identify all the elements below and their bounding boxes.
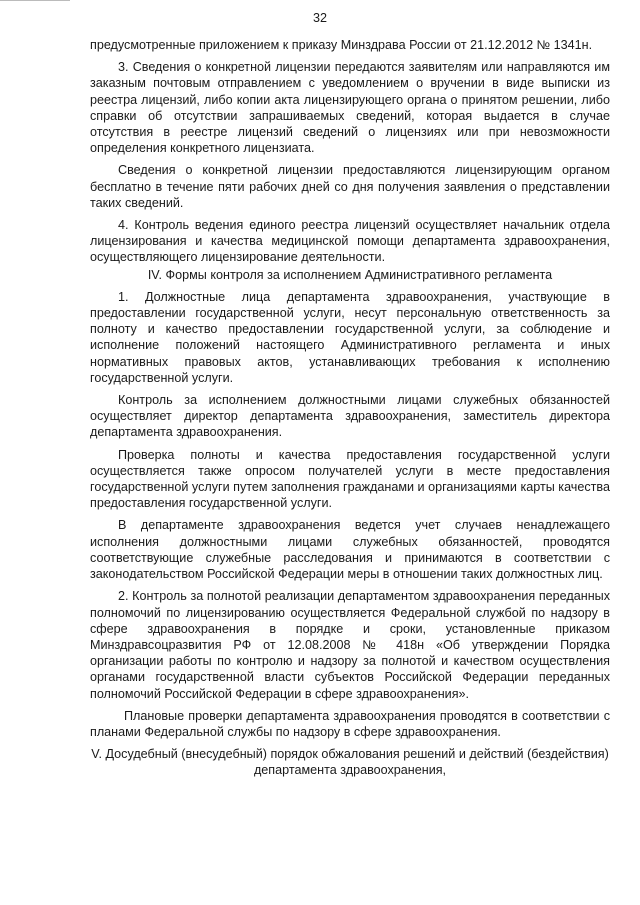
paragraph-license-info-free: Сведения о конкретной лицензии предоставляются лицензирующим органом бесплатно в течение пяти рабочих дней со дня получения заявления о представлении таких сведений.: [90, 163, 610, 210]
paragraph-violations-record: В департаменте здравоохранения ведется учет случаев ненадлежащего исполнения должностными лицами служебных обязанностей, проводятся соответствующие служебные расследования и принимаются в соответствии с законодательством Российской Федерации меры в отношении таких должностных лиц.: [90, 518, 610, 582]
paragraph-planned-inspections: Плановые проверки департамента здравоохранения проводятся в соответствии с планами Федеральной службы по надзору в сфере здравоохранения.: [90, 708, 610, 739]
paragraph-control-item-1: 1. Должностные лица департамента здравоохранения, участвующие в предоставлении государственной услуги, несут персональную ответственность за полноту и качество предоставлении государственной услуги, за соблюдение и исполнение положений настоящего Административного регламента и иных нормативных правовых актов, устанавливающих требования к исполнению государственной услуги.: [90, 289, 610, 385]
scan-edge-mark: [0, 0, 70, 4]
paragraph-control-officials: Контроль за исполнением должностными лицами служебных обязанностей осуществляет директор департамента здравоохранения, заместитель директора департамента здравоохранения.: [90, 393, 610, 440]
paragraph-item-3: 3. Сведения о конкретной лицензии передаются заявителям или направляются им заказным почтовым отправлением с уведомлением о вручении в виде выписки из реестра лицензий, либо копии акта лицензирующего органа о принятом решении, либо справки об отсутствии запрашиваемых сведений, которая выдается в случае отсутствия в реестре лицензий сведений о лицензиях или при невозможности определения конкретного лицензиата.: [90, 60, 610, 156]
paragraph-quality-check: Проверка полноты и качества предоставления государственной услуги осуществляется также опросом получателей услуги в месте предоставления государственной услуги путем заполнения гражданами и организациями карты качества предоставления государственной услуги.: [90, 447, 610, 511]
section-heading-v: V. Досудебный (внесудебный) порядок обжалования решений и действий (бездействия) департамента здравоохранения,: [91, 747, 609, 778]
page-number: 32: [312, 11, 327, 25]
document-body: [90, 37, 610, 778]
paragraph-item-4: 4. Контроль ведения единого реестра лицензий осуществляет начальник отдела лицензирования и качества медицинской помощи департамента здравоохранения, осуществляющего лицензирование деятельности.: [90, 218, 610, 265]
paragraph-control-item-2: 2. Контроль за полнотой реализации департаментом здравоохранения переданных полномочий по лицензированию осуществляется Федеральной службой по надзору в сфере здравоохранения в порядке и сроки, установленные приказом Минздравсоцразвития РФ от 12.08.2008 № 418н «Об утверждении Порядка организации работы по контролю и надзору за полнотой и качеством осуществления органами государственной власти субъектов Российской Федерации переданных полномочий Российской Федерации в сфере здравоохранения».: [90, 589, 610, 701]
paragraph-continuation: предусмотренные приложением к приказу Минздрава России от 21.12.2012 № 1341н.: [90, 38, 593, 52]
section-heading-iv: IV. Формы контроля за исполнением Административного регламента: [147, 267, 553, 282]
